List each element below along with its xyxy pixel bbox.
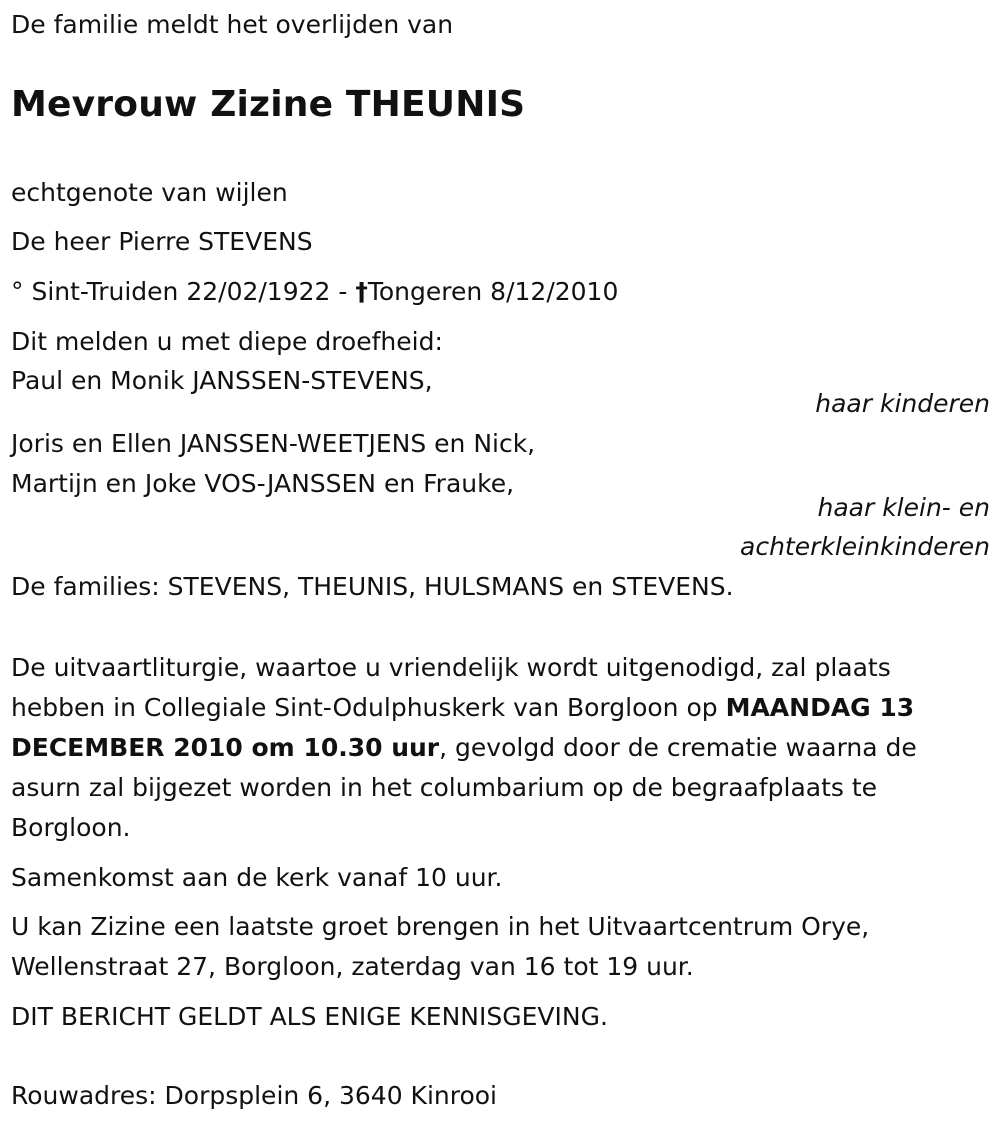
spouse-intro: echtgenote van wijlen (11, 178, 288, 207)
gathering-text: Samenkomst aan de kerk vanaf 10 uur. (11, 863, 503, 892)
grandchildren-names-1: Joris en Ellen JANSSEN-WEETJENS en Nick, (11, 429, 536, 458)
liturgy-text-1: De uitvaartliturgie, waartoe u vriendelijk wordt uitgenodigd, zal plaats hebben in Collegiale Sint-Odulphuskerk van Borgloon op (11, 653, 891, 722)
liturgy-text-2: , gevolgd door de crematie waarna de asurn zal bijgezet worden in het columbarium op de begraafplaats te Borgloon. (11, 733, 917, 842)
children-label: haar kinderen (815, 389, 990, 418)
announcement: Dit melden u met diepe droefheid: (11, 327, 443, 356)
liturgy-date-time: MAANDAG 13 DECEMBER 2010 om 10.30 uur (11, 693, 915, 762)
children-names: Paul en Monik JANSSEN-STEVENS, (11, 366, 433, 395)
birth-date: ° Sint-Truiden 22/02/1922 - (11, 277, 356, 306)
cross-icon: † (355, 277, 368, 306)
spouse-name: De heer Pierre STEVENS (11, 227, 313, 256)
death-date: Tongeren 8/12/2010 (367, 277, 619, 306)
funeral-address: Rouwadres: Dorpsplein 6, 3640 Kinrooi (11, 1081, 497, 1110)
birth-death-dates (11, 272, 618, 312)
liturgy-paragraph (11, 648, 971, 848)
grandchildren-label-1: haar klein- en (817, 493, 990, 522)
farewell-text: U kan Zizine een laatste groet brengen in het Uitvaartcentrum Orye, Wellenstraat 27, Borgloon, zaterdag van 16 tot 19 uur. (11, 912, 870, 981)
notice-text: DIT BERICHT GELDT ALS ENIGE KENNISGEVING. (11, 1002, 608, 1031)
intro-text: De familie meldt het overlijden van (11, 10, 454, 39)
grandchildren-label-2: achterkleinkinderen (740, 532, 990, 561)
families-text: De families: STEVENS, THEUNIS, HULSMANS en STEVENS. (11, 572, 734, 601)
grandchildren-names-2: Martijn en Joke VOS-JANSSEN en Frauke, (11, 469, 515, 498)
deceased-name: Mevrouw Zizine THEUNIS (11, 84, 526, 125)
